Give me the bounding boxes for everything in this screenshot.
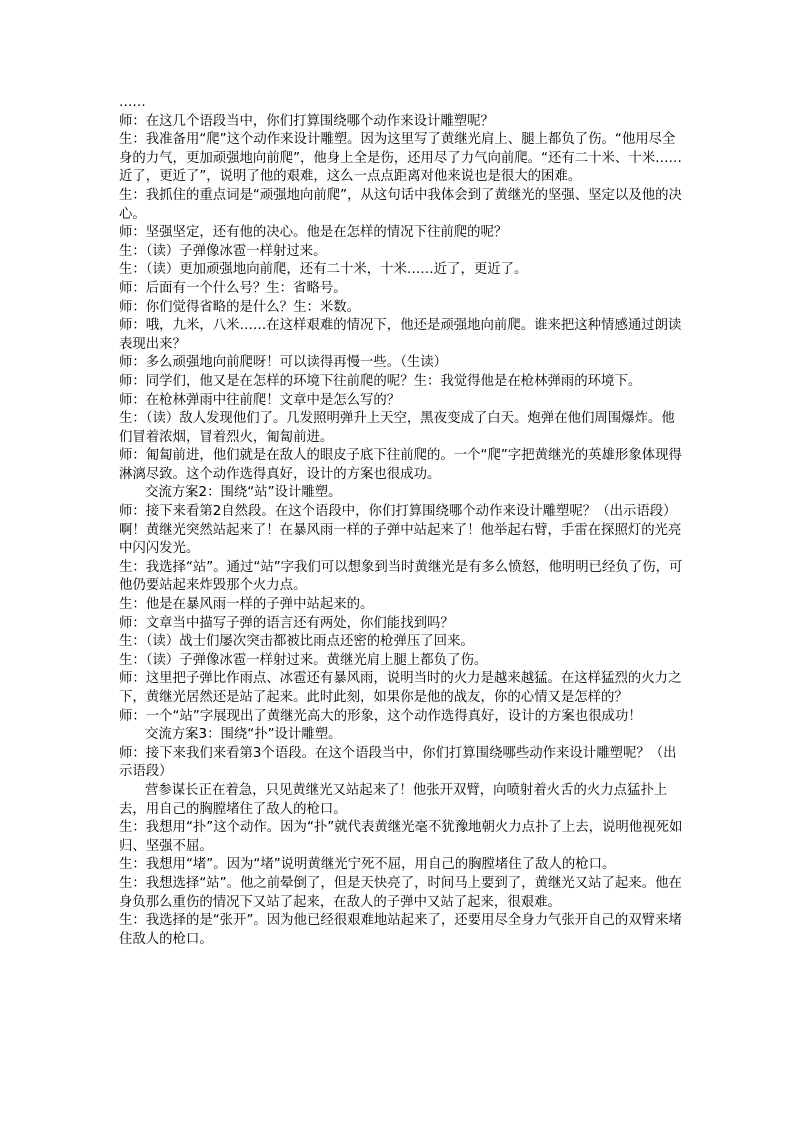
text-line: 师：后面有一个什么号？生：省略号。 [119,280,347,296]
document-body [119,94,684,949]
text-line: 师：坚强坚定，还有他的决心。他是在怎样的情况下往前爬的呢？ [119,225,508,241]
text-line: …… [119,95,146,110]
text-line: 师：一个“站”字展现出了黄继光高大的形象，这个动作选得真好，设计的方案也很成功！ [119,708,642,724]
text-line: 师：多么顽强地向前爬呀！可以读得再慢一些。（生读） [119,355,448,371]
text-line: 生：我想选择“站”。他之前晕倒了，但是天快亮了，时间马上要到了，黄继光又站了起来。他在身负那么重伤的情况下又站了起来，在敌人的子弹中又站了起来，很艰难。 [119,875,682,910]
text-line: 师：哦，九米，八米……在这样艰难的情况下，他还是顽强地向前爬。谁来把这种情感通过朗读表现出来？ [119,318,682,352]
text-line: 师：文章当中描写子弹的语言还有两处，你们能找到吗？ [119,615,454,631]
text-line: 生：（读）子弹像冰雹一样射过来。黄继光肩上腿上都负了伤。 [119,652,488,668]
text-line: 师：你们觉得省略的是什么？生：米数。 [119,299,361,315]
text-line: 师：在枪林弹雨中往前爬！文章中是怎么写的？ [119,392,401,408]
text-line: 师：接下来我们来看第3个语段。在这个语段当中，你们打算围绕哪些动作来设计雕塑呢？（出示语段） [119,745,677,780]
section-heading: 交流方案2：围绕“站”设计雕塑。 [145,485,342,501]
text-line: 生：我想用“扑”这个动作。因为“扑”就代表黄继光毫不犹豫地朝火力点扑了上去，说明他视死如归、坚强不屈。 [119,820,683,854]
text-line: 师：同学们，他又是在怎样的环境下往前爬的呢？生：我觉得他是在枪林弹雨的环境下。 [119,373,642,389]
text-line: 生：我想用“堵”。因为“堵”说明黄继光宁死不屈，用自己的胸膛堵住了敌人的枪口。 [119,857,616,873]
text-line: 生：（读）子弹像冰雹一样射过来。 [119,243,327,259]
text-line: 师：这里把子弹比作雨点、冰雹还有暴风雨，说明当时的火力是越来越猛。在这样猛烈的火力之下，黄继光居然还是站了起来。此时此刻，如果你是他的战友，你的心情又是怎样的？ [119,671,682,705]
text-line: 生：（读）更加顽强地向前爬，还有二十米，十米……近了，更近了。 [119,262,528,278]
quoted-passage: 营参谋长正在着急，只见黄继光又站起来了！他张开双臂，向喷射着火舌的火力点猛扑上去，用自己的胸膛堵住了敌人的枪口。 [119,782,668,817]
text-line: 生：我选择的是“张开”。因为他已经很艰难地站起来了，还要用尽全身力气张开自己的双臂来堵住敌人的枪口。 [119,913,682,947]
text-line: 生：我抓住的重点词是“顽强地向前爬”，从这句话中我体会到了黄继光的坚强、坚定以及他的决心。 [119,187,682,222]
text-line: 生：（读）敌人发现他们了。几发照明弹升上天空，黑夜变成了白天。炮弹在他们周围爆炸。他们冒着浓烟，冒着烈火，匍匐前进。 [119,411,675,445]
text-line: 师：接下来看第2自然段。在这个语段中，你们打算围绕哪个动作来设计雕塑呢？（出示语段） [119,504,677,520]
text-line: 师：匍匐前进，他们就是在敌人的眼皮子底下往前爬的。一个“爬”字把黄继光的英雄形象体现得淋漓尽致。这个动作选得真好，设计的方案也很成功。 [119,448,682,482]
text-line: 生：我选择“站”。通过“站”字我们可以想象到当时黄继光是有多么愤怒，他明明已经负了伤，可他仍要站起来炸毁那个火力点。 [119,559,683,594]
text-line: 师：在这几个语段当中，你们打算围绕哪个动作来设计雕塑呢？ [119,113,494,129]
text-line: 生：我准备用“爬”这个动作来设计雕塑。因为这里写了黄继光肩上、腿上都负了伤。“他用尽全身的力气，更加顽强地向前爬”，他身上全是伤，还用尽了力气向前爬。“还有二十米、十米……近了，更近了”，说明了他的艰难，这么一点点距离对他来说也是很大的困难。 [119,132,682,185]
text-line: 生：他是在暴风雨一样的子弹中站起来的。 [119,597,374,613]
text-line: 啊！黄继光突然站起来了！在暴风雨一样的子弹中站起来了！他举起右臂，手雷在探照灯的光亮中闪闪发光。 [119,522,682,557]
section-heading: 交流方案3：围绕“扑”设计雕塑。 [145,727,342,743]
text-line: 生：（读）战士们屡次突击都被比雨点还密的枪弹压了回来。 [119,634,474,650]
